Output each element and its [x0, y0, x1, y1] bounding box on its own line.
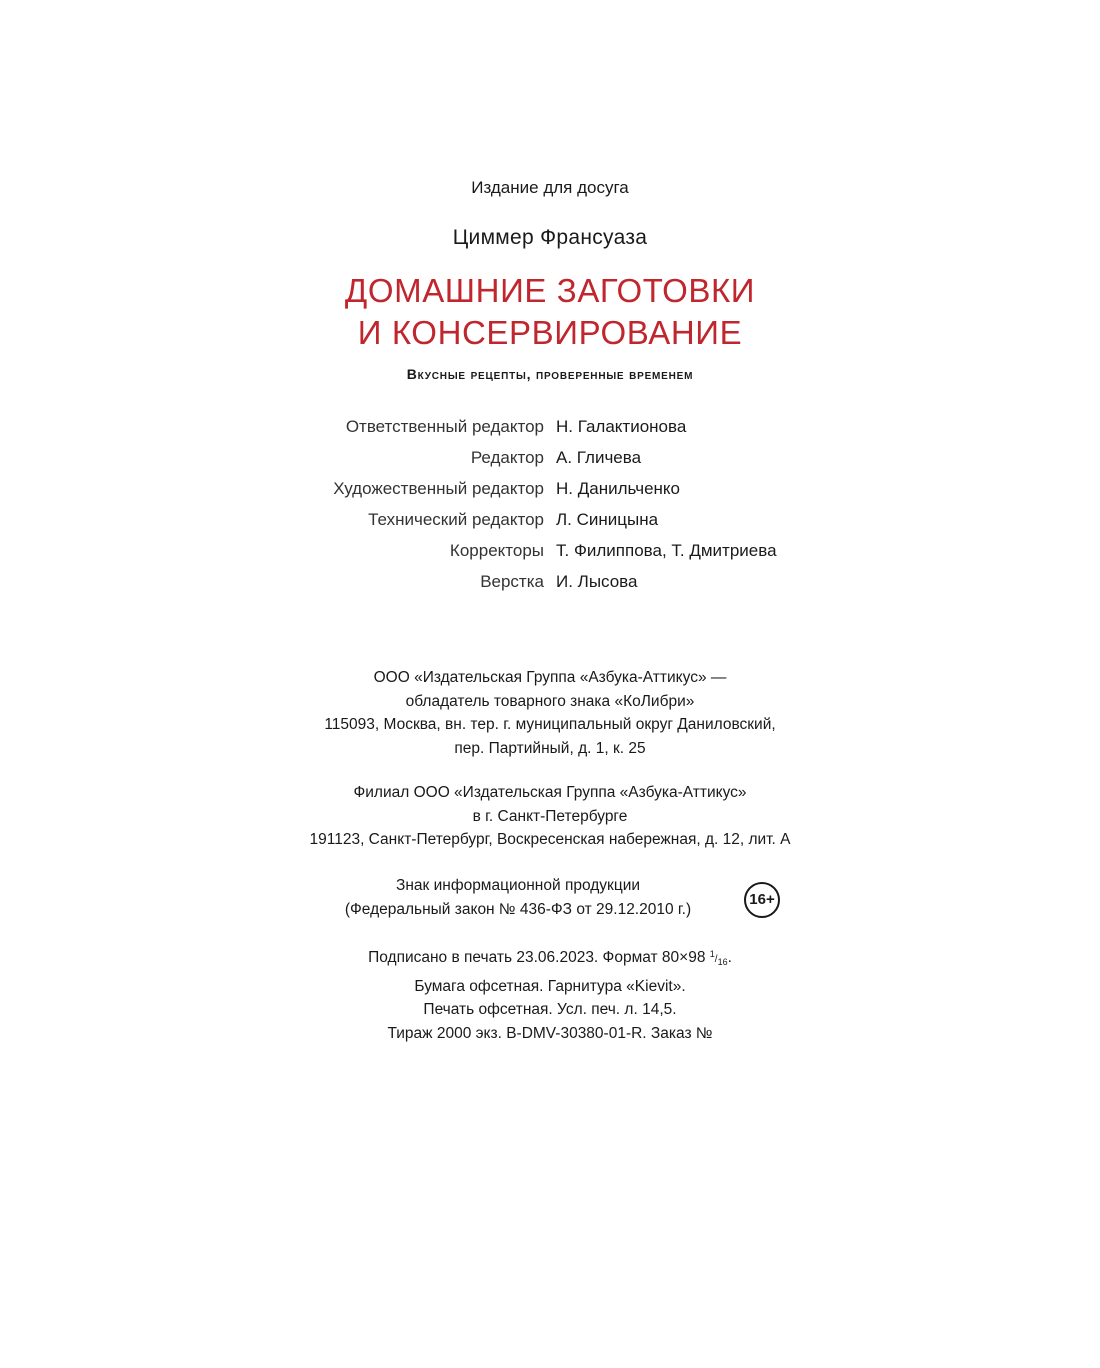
edition-note: Издание для досуга	[471, 178, 629, 197]
format-numerator: 1	[709, 949, 715, 959]
print-line-1-end: .	[727, 949, 732, 966]
credit-row	[0, 417, 1100, 448]
credit-row	[0, 572, 1100, 603]
book-title	[0, 270, 1100, 354]
info-line: Знак информационной продукции	[395, 877, 641, 894]
book-title-line-2: И КОНСЕРВИРОВАНИЕ	[357, 314, 743, 351]
branch-line: Филиал ООО «Издательская Группа «Азбука-Аттикус»	[353, 784, 747, 801]
credit-role: Корректоры	[449, 541, 544, 560]
book-subtitle: Вкусные рецепты, проверенные временем	[406, 366, 694, 382]
print-line	[0, 943, 1100, 975]
info-line: (Федеральный закон № 436-ФЗ от 29.12.2010 г.)	[344, 900, 692, 918]
age-rating-badge: 16+	[744, 882, 780, 918]
print-line: Печать офсетная. Усл. печ. л. 14,5.	[423, 1001, 677, 1018]
credit-name: Н. Данильченко	[556, 479, 680, 498]
format-denominator: 16	[717, 957, 728, 967]
credit-role: Редактор	[470, 448, 544, 467]
print-line-1-text: Подписано в печать 23.06.2023. Формат 80×98	[368, 949, 710, 966]
book-title-line-1: ДОМАШНИЕ ЗАГОТОВКИ	[344, 272, 756, 309]
publisher-line: пер. Партийный, д. 1, к. 25	[454, 739, 646, 757]
credit-row	[0, 448, 1100, 479]
publisher-line: ООО «Издательская Группа «Азбука-Аттикус» —	[373, 669, 727, 686]
credit-role: Технический редактор	[368, 510, 544, 529]
publisher-line: обладатель товарного знака «КоЛибри»	[405, 692, 695, 710]
credit-name: Л. Синицына	[556, 510, 659, 529]
author-name: Циммер Франсуаза	[452, 226, 648, 249]
credit-role: Верстка	[480, 572, 544, 591]
credit-name: Т. Филиппова, Т. Дмитриева	[556, 541, 777, 560]
print-info-block	[0, 943, 1100, 1045]
publisher-block	[0, 666, 1100, 760]
print-line: Бумага офсетная. Гарнитура «Kievit».	[414, 977, 686, 995]
credit-name: И. Лысова	[556, 572, 638, 591]
credit-row	[0, 541, 1100, 572]
info-product-text	[300, 874, 736, 921]
branch-line: в г. Санкт-Петербурге	[472, 807, 628, 825]
credit-role: Художественный редактор	[333, 479, 544, 498]
credit-role: Ответственный редактор	[345, 417, 544, 436]
publisher-line: 115093, Москва, вн. тер. г. муниципальный округ Даниловский,	[324, 716, 776, 733]
branch-line: 191123, Санкт-Петербург, Воскресенская набережная, д. 12, лит. А	[309, 831, 791, 848]
credit-name: Н. Галактионова	[556, 417, 687, 436]
print-line: Тираж 2000 экз. B-DMV-30380-01-R. Заказ №	[387, 1024, 713, 1042]
format-fraction: $^1/_{16}$	[709, 949, 728, 967]
credit-name: А. Гличева	[556, 448, 642, 467]
credit-row	[0, 510, 1100, 541]
credit-row	[0, 479, 1100, 510]
branch-block	[0, 781, 1100, 852]
